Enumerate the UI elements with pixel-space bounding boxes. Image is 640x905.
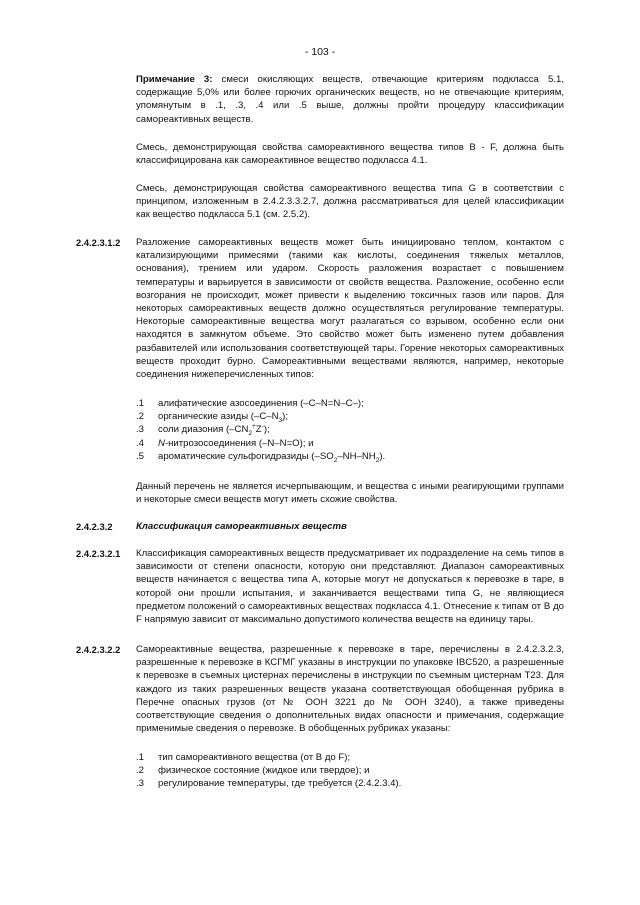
paragraph-types-b-f: Смесь, демонстрирующая свойства самореактивного вещества типов B - F, должна быть классифицирована как самореактивное вещество подкласса 4.1. <box>136 142 564 167</box>
section-text-2-4-2-3-2-1: Классификация самореактивных веществ предусматривает их подразделение на семь типов в зависимости от степени опасности, которую они представляют. Диапазон самореактивных веществ начинается с вещества типа A, которые могут не допускаться к перевозке в таре, в которой они прошли испытания, и заканчивается веществами типа G, не являющиеся предметом положений о самореактивных веществах подкласса 4.1. Отнесение к типам от B до F напрямую зависит от максимально допустимого количества веществ на единицу тары. <box>136 548 564 626</box>
section-number-2-4-2-3-2-1: 2.4.2.3.2.1 <box>76 548 121 559</box>
rubric-list <box>136 751 564 791</box>
section-number-2-4-2-3-2-2: 2.4.2.3.2.2 <box>76 644 121 655</box>
list-item: .3 регулирование температуры, где требуется (2.4.2.3.4). <box>136 778 402 790</box>
note-3-label: Примечание 3: <box>136 74 213 85</box>
list-item: .2 органические азиды $(-C-N_3)$; <box>136 411 289 425</box>
list-item: .1 алифатические азосоединения (–C–N=N–C–); <box>136 398 364 409</box>
list-item: .5 ароматические сульфогидразиды $(-SO_2-NH-NH_2)$. <box>136 450 386 464</box>
list-item: .1 тип самореактивного вещества (от B до F); <box>136 752 351 763</box>
note-3 <box>136 73 564 126</box>
note-3-text: смеси окисляющих веществ, отвечающие критериям подкласса 5.1, содержащие 5,0% или более горючих органических веществ, но не отвечающие критериям, упомянутым в .1, .3, .4 или .5 выше, должны пройти процедуру классификации самореактивных веществ. <box>136 74 564 125</box>
page-number: - 103 - <box>304 46 336 58</box>
list-item: .2 физическое состояние (жидкое или твердое); и <box>136 765 370 777</box>
list-item: .4 N-нитрозосоединения (–N–N=O); и <box>136 437 314 449</box>
paragraph-list-note: Данный перечень не является исчерпывающим, и вещества с иными реагирующими группами и некоторые смеси веществ могут иметь схожие свойства. <box>136 481 564 506</box>
reactive-types-list <box>136 397 564 463</box>
section-number-2-4-2-3-1-2: 2.4.2.3.1.2 <box>76 237 121 248</box>
paragraph-type-g: Смесь, демонстрирующая свойства самореактивного вещества типа G в соответствии с принципом, изложенным в 2.4.2.3.3.2.7, должна рассматриваться для целей классификации как вещество подкласса 5.1 (см. 2.5.2). <box>136 183 564 221</box>
section-text-2-4-2-3-2-2: Самореактивные вещества, разрешенные к перевозке в таре, перечислены в 2.4.2.3.2.3, разрешенные к перевозке в КСГМГ указаны в инструкции по упаковке IBC520, а разрешенные к перевозке в съемных цистернах перечислены в инструкции по съемным цистернам T23. Для каждого из таких разрешенных веществ указана соответствующая обобщенная рубрика в Перечне опасных грузов (от № ООН 3221 до № ООН 3240), а также приведены соответствующие сведения о дополнительных видах опасности и примечания, содержащие применимые сведения о перевозке. В обобщенных рубриках указаны: <box>136 644 564 735</box>
section-text-2-4-2-3-1-2: Разложение самореактивных веществ может быть инициировано теплом, контактом с катализирующими примесями (такими как кислоты, соединения тяжелых металлов, основания), трением или ударом. Скорость разложения возрастает с повышением температуры и варьируется в зависимости от свойств вещества. Разложение, особенно если возгорания не происходит, может привести к выделению токсичных газов или паров. Для некоторых самореактивных веществ должно осуществляться регулирование температуры. Некоторые самореактивные вещества могут разлагаться со взрывом, особенно если они находятся в замкнутом объеме. Это свойство может быть изменено путем добавления разбавителей или использования соответствующей тары. Горение некоторых самореактивных веществ проходит бурно. Самореактивными веществами являются, например, некоторые соединения нижеперечисленных типов: <box>136 237 564 381</box>
list-item: .3 соли диазония $(-CN_2^+Z^-)$; <box>136 423 270 438</box>
section-number-2-4-2-3-2: 2.4.2.3.2 <box>76 521 113 532</box>
section-heading-classification: Классификация самореактивных веществ <box>136 521 347 532</box>
